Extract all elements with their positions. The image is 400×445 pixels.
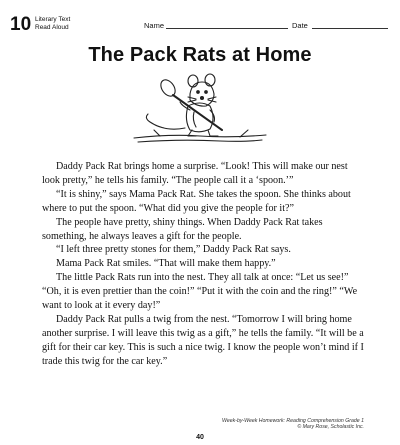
story-paragraph: “I left three pretty stones for them,” Daddy Pack Rat says.	[56, 244, 291, 256]
story-text	[42, 160, 364, 369]
date-field[interactable]	[312, 28, 388, 29]
story-paragraph: Mama Pack Rat smiles. “That will make them happy.”	[56, 258, 276, 270]
story-paragraph: “It is shiny,” says Mama Pack Rat. She takes the spoon. She thinks about where to put the spoon. “What did you give the people for it?”	[42, 188, 351, 214]
credit-line-2: © Mary Rose, Scholastic Inc.	[297, 424, 364, 431]
unit-subtitle	[35, 16, 70, 31]
pack-rat-with-spoon-icon	[130, 72, 270, 154]
story-paragraph: The little Pack Rats run into the nest. They all talk at once: “Let us see!” “Oh, it is even prettier than the coin!” “Put it with the coin and the ring!” “We want to look at it every day!”	[42, 272, 358, 312]
date-label: Date	[292, 21, 308, 30]
page-title: The Pack Rats at Home	[88, 44, 312, 66]
unit-number: 10	[10, 14, 32, 35]
credit-line-1: Week-by-Week Homework: Reading Comprehension Grade 1	[222, 418, 364, 424]
story-paragraph: Daddy Pack Rat brings home a surprise. “Look! This will make our nest look pretty,” he tells his family. “The people call it a ‘spoon.’”	[42, 161, 348, 186]
unit-subtitle-line-2: Read Aloud	[35, 23, 69, 31]
unit-subtitle-line-1: Literary Text	[35, 16, 71, 23]
name-label: Name	[144, 21, 165, 30]
story-paragraph: The people have pretty, shiny things. When Daddy Pack Rat takes something, he always leaves a gift for the people.	[42, 216, 323, 242]
worksheet-header	[10, 14, 390, 36]
page-number: 40	[196, 434, 204, 441]
name-field[interactable]	[166, 28, 288, 29]
copyright-credit	[222, 418, 364, 431]
illustration	[130, 72, 270, 159]
story-paragraph: Daddy Pack Rat pulls a twig from the nest. “Tomorrow I will bring home another surprise. I will leave this twig as a gift,” he tells the family. “It will be a gift for their car key. This is such a nice twig. I know the people won’t mind if I trade this twig for the car key.”	[42, 313, 364, 367]
